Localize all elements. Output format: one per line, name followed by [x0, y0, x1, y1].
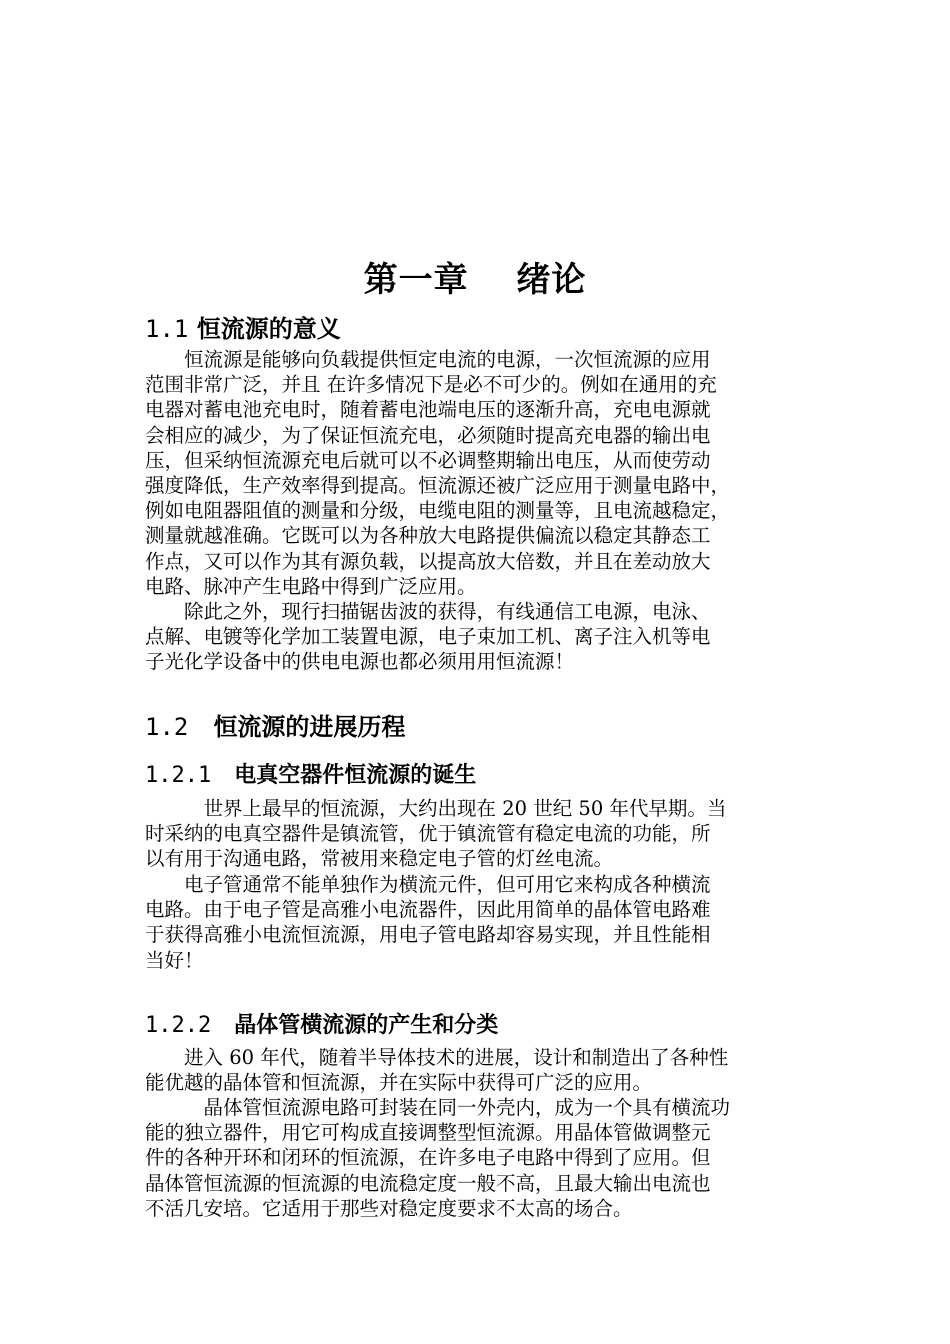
text-line: 件的各种开环和闭环的恒流源，在许多电子电路中得到了应用。但 [145, 1146, 711, 1170]
section-heading-1-2 [145, 707, 405, 742]
section-heading-1-1 [145, 309, 341, 344]
text-line: 世界上最早的恒流源，大约出现在 20 世纪 50 年代早期。当 [145, 797, 727, 820]
section-heading-1-2-2 [145, 1008, 498, 1039]
text-line: 电子管通常不能单独作为横流元件，但可用它来构成各种横流 [145, 873, 711, 896]
section-title: 恒流源的意义 [196, 315, 341, 343]
paragraph-6 [145, 1095, 825, 1221]
section-title: 晶体管横流源的产生和分类 [234, 1013, 499, 1038]
text-line: 电器对蓄电池充电时，随着蓄电池端电压的逐渐升高，充电电源就 [145, 398, 711, 422]
section-number: 1.2 [145, 713, 189, 741]
text-line: 作点，又可以作为其有源负载，以提高放大倍数，并且在差动放大 [145, 549, 711, 573]
paragraph-4 [145, 872, 825, 973]
text-line: 不活几安培。它适用于那些对稳定度要求不太高的场合。 [145, 1196, 633, 1220]
text-line: 压，但采纳恒流源充电后就可以不必调整期输出电压，从而使劳动 [145, 448, 711, 472]
text-line: 能的独立器件，用它可构成直接调整型恒流源。用晶体管做调整元 [145, 1121, 711, 1145]
section-heading-1-2-1 [145, 758, 476, 789]
text-line: 点解、电镀等化学加工装置电源，电子束加工机、离子注入机等电 [145, 625, 711, 649]
text-line: 以有用于沟通电路，常被用来稳定电子管的灯丝电流。 [145, 847, 614, 871]
text-line: 于获得高雅小电流恒流源，用电子管电路却容易实现，并且性能相 [145, 923, 711, 947]
section-number: 1.2.2 [145, 1013, 212, 1038]
text-line: 能优越的晶体管和恒流源，并在实际中获得可广泛的应用。 [145, 1071, 653, 1095]
text-line: 子光化学设备中的供电电源也都必须用用恒流源！ [145, 650, 575, 674]
text-line: 当好！ [145, 948, 204, 972]
text-line: 晶体管恒流源的恒流源的电流稳定度一般不高，且最大输出电流也 [145, 1171, 711, 1195]
section-number: 1.2.1 [145, 763, 212, 788]
text-line: 电路。由于电子管是高雅小电流器件，因此用简单的晶体管电路难 [145, 898, 711, 922]
text-line: 强度降低，生产效率得到提高。恒流源还被广泛应用于测量电路中， [145, 473, 731, 497]
text-line: 例如电阻器阻值的测量和分级，电缆电阻的测量等，且电流越稳定， [145, 499, 731, 523]
text-line: 测量就越准确。它既可以为各种放大电路提供偏流以稳定其静态工 [145, 524, 711, 548]
text-line: 进入 60 年代，随着半导体技术的进展，设计和制造出了各种性 [145, 1046, 729, 1069]
paragraph-5 [145, 1045, 825, 1095]
text-line: 晶体管恒流源电路可封装在同一外壳内，成为一个具有横流功 [145, 1096, 731, 1119]
text-line: 电路、脉冲产生电路中得到广泛应用。 [145, 574, 477, 598]
paragraph-1 [145, 347, 825, 599]
section-number: 1.1 [145, 315, 189, 343]
chapter-title: 第一章 绪论 [363, 260, 587, 300]
paragraph-2 [145, 599, 825, 675]
text-line: 范围非常广泛，并且 在许多情况下是必不可少的。例如在通用的充 [145, 373, 717, 397]
paragraph-3 [145, 796, 825, 872]
text-line: 时采纳的电真空器件是镇流管，优于镇流管有稳定电流的功能，所 [145, 822, 711, 846]
text-line: 会相应的减少，为了保证恒流充电，必须随时提高充电器的输出电 [145, 423, 711, 447]
section-title: 电真空器件恒流源的诞生 [234, 763, 477, 788]
section-title: 恒流源的进展历程 [213, 713, 406, 741]
text-line: 除此之外，现行扫描锯齿波的获得，有线通信工电源，电泳、 [145, 600, 711, 623]
text-line: 恒流源是能够向负载提供恒定电流的电源，一次恒流源的应用 [145, 348, 711, 371]
